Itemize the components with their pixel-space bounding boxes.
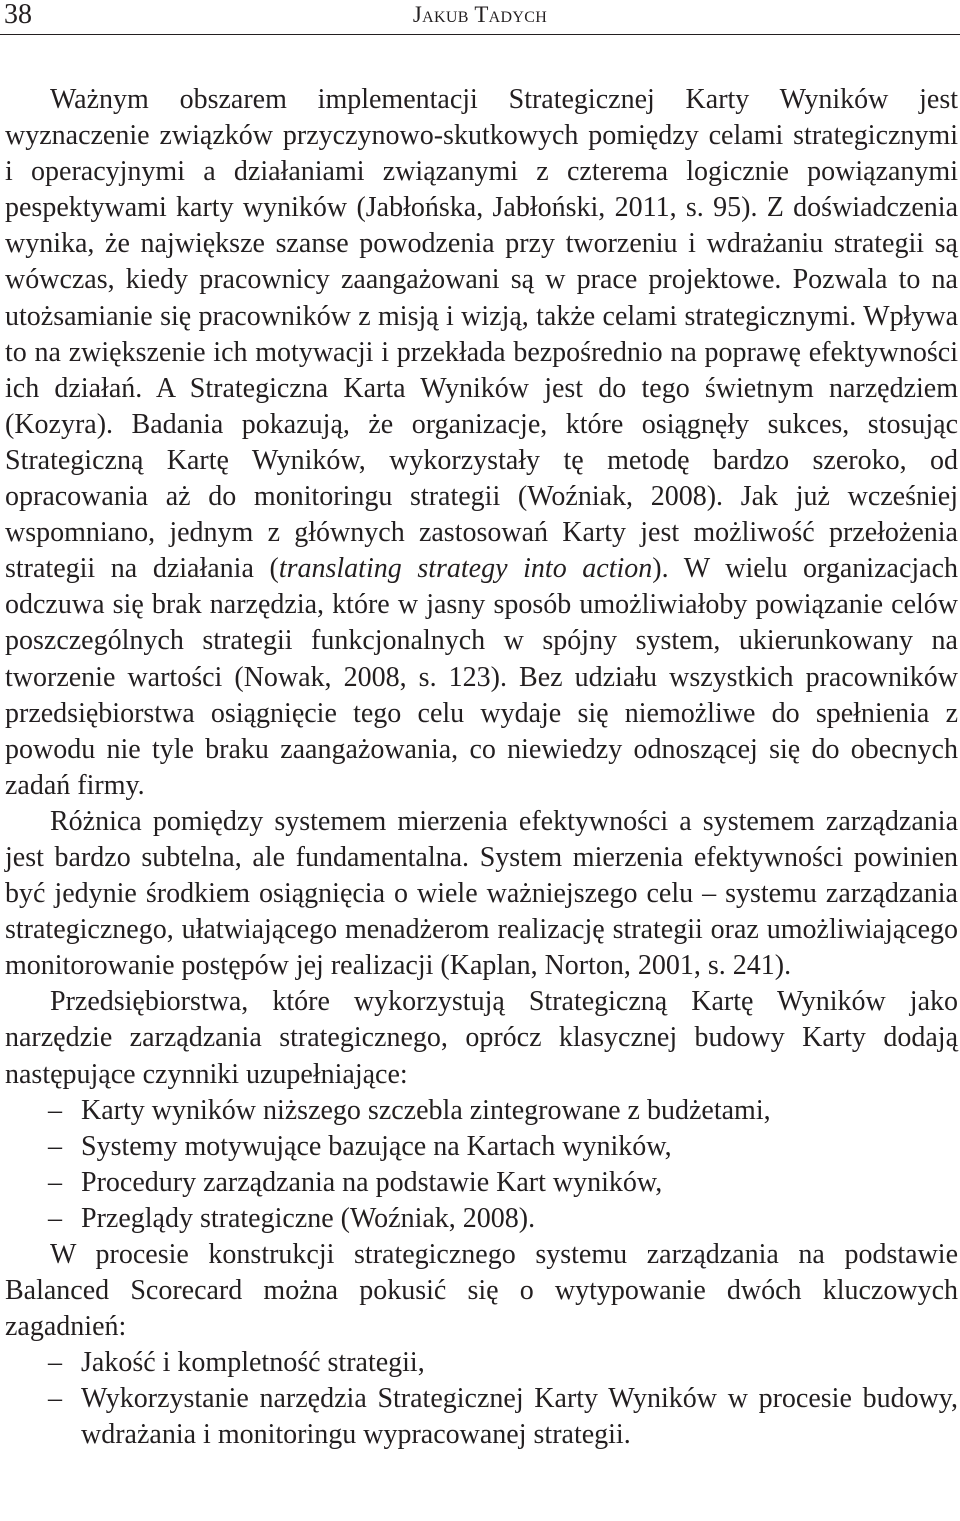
dash-bullet: –	[48, 1166, 62, 1198]
issues-list	[5, 1345, 958, 1453]
dash-bullet: –	[48, 1383, 62, 1415]
list-item-text: Wykorzystanie narzędzia Strategicznej Karty Wyników w procesie budowy, wdrażania i monitoringu wypracowanej strategii.	[81, 1383, 958, 1451]
list-item	[5, 1345, 958, 1381]
paragraph-3: Przedsiębiorstwa, które wykorzystują Strategiczną Kartę Wyników jako narzędzie zarządzania strategicznego, oprócz klasycznej budowy Karty dodają następujące czynniki uzupełniające:	[5, 986, 958, 1090]
list-item-text: Przeglądy strategiczne (Woźniak, 2008).	[81, 1202, 536, 1234]
list-item-text: Jakość i kompletność strategii,	[81, 1347, 425, 1379]
page-header	[0, 0, 960, 35]
list-item	[5, 1129, 958, 1165]
list-item	[5, 1381, 958, 1453]
paragraph-1	[5, 82, 958, 804]
list-item	[5, 1093, 958, 1129]
running-head-author: Jakub Tadych	[412, 2, 548, 27]
dash-bullet: –	[48, 1130, 62, 1162]
list-item	[5, 1201, 958, 1237]
list-item-text: Karty wyników niższego szczebla zintegrowane z budżetami,	[81, 1094, 771, 1126]
paragraph-1-text-b: ). W wielu organizacjach odczuwa się brak narzędzia, które w jasny sposób umożliwiałoby powiązanie celów poszczególnych strategii funkcjonalnych w spójny system, ukierunkowany na tworzenie wartości (Nowak, 2008, s. 123). Bez udziału wszystkich pracowników przedsiębiorstwa osiągnięcie tego celu wydaje się niemożliwe do spełnienia z powodu nie tyle braku zaangażowania, co niewiedzy odnoszącej się do obecnych zadań firmy.	[5, 553, 959, 801]
body-text	[5, 82, 958, 1454]
factors-list	[5, 1093, 958, 1237]
list-item	[5, 1165, 958, 1201]
list-item-text: Procedury zarządzania na podstawie Kart wyników,	[81, 1166, 663, 1198]
paragraph-2: Różnica pomiędzy systemem mierzenia efektywności a systemem zarządzania jest bardzo subtelna, ale fundamentalna. System mierzenia efektywności powinien być jedynie środkiem osiągnięcia o wiele ważniejszego celu – systemu zarządzania strategicznego, ułatwiającego menadżerom realizację strategii oraz umożliwiającego monitorowanie postępów jej realizacji (Kaplan, Norton, 2001, s. 241).	[5, 805, 958, 982]
paragraph-1-text-a: Ważnym obszarem implementacji Strategicznej Karty Wyników jest wyznaczenie związków przyczynowo-skutkowych pomiędzy celami strategicznymi i operacyjnymi a działaniami związanymi z czterema logicznie powiązanymi pespektywami karty wyników (Jabłońska, Jabłoński, 2011, s. 95). Z doświadczenia wynika, że największe szanse powodzenia przy tworzeniu i wdrażaniu strategii są wówczas, kiedy pracownicy zaangażowani są w prace projektowe. Pozwala to na utożsamianie się pracowników z misją i wizją, także celami strategicznymi. Wpływa to na zwiększenie ich motywacji i przekłada bezpośrednio na poprawę efektywności ich działań. A Strategiczna Karta Wyników jest do tego świetnym narzędziem (Kozyra). Badania pokazują, że organizacje, które osiągnęły sukces, stosując Strategiczną Kartę Wyników, wykorzystały tę metodę bardzo szeroko, od opracowania aż do monitoringu strategii (Woźniak, 2008). Jak już wcześniej wspomniano, jednym z głównych zastosowań Karty jest możliwość przełożenia strategii na działania (	[5, 84, 958, 585]
dash-bullet: –	[48, 1202, 62, 1234]
dash-bullet: –	[48, 1094, 62, 1126]
paragraph-4: W procesie konstrukcji strategicznego systemu zarządzania na podstawie Balanced Scorecard można pokusić się o wytypowanie dwóch kluczowych zagadnień:	[5, 1239, 958, 1343]
page-number: 38	[4, 0, 32, 30]
dash-bullet: –	[48, 1347, 62, 1379]
paragraph-1-italic-term: translating strategy into action	[278, 553, 653, 585]
list-item-text: Systemy motywujące bazujące na Kartach wyników,	[81, 1130, 672, 1162]
